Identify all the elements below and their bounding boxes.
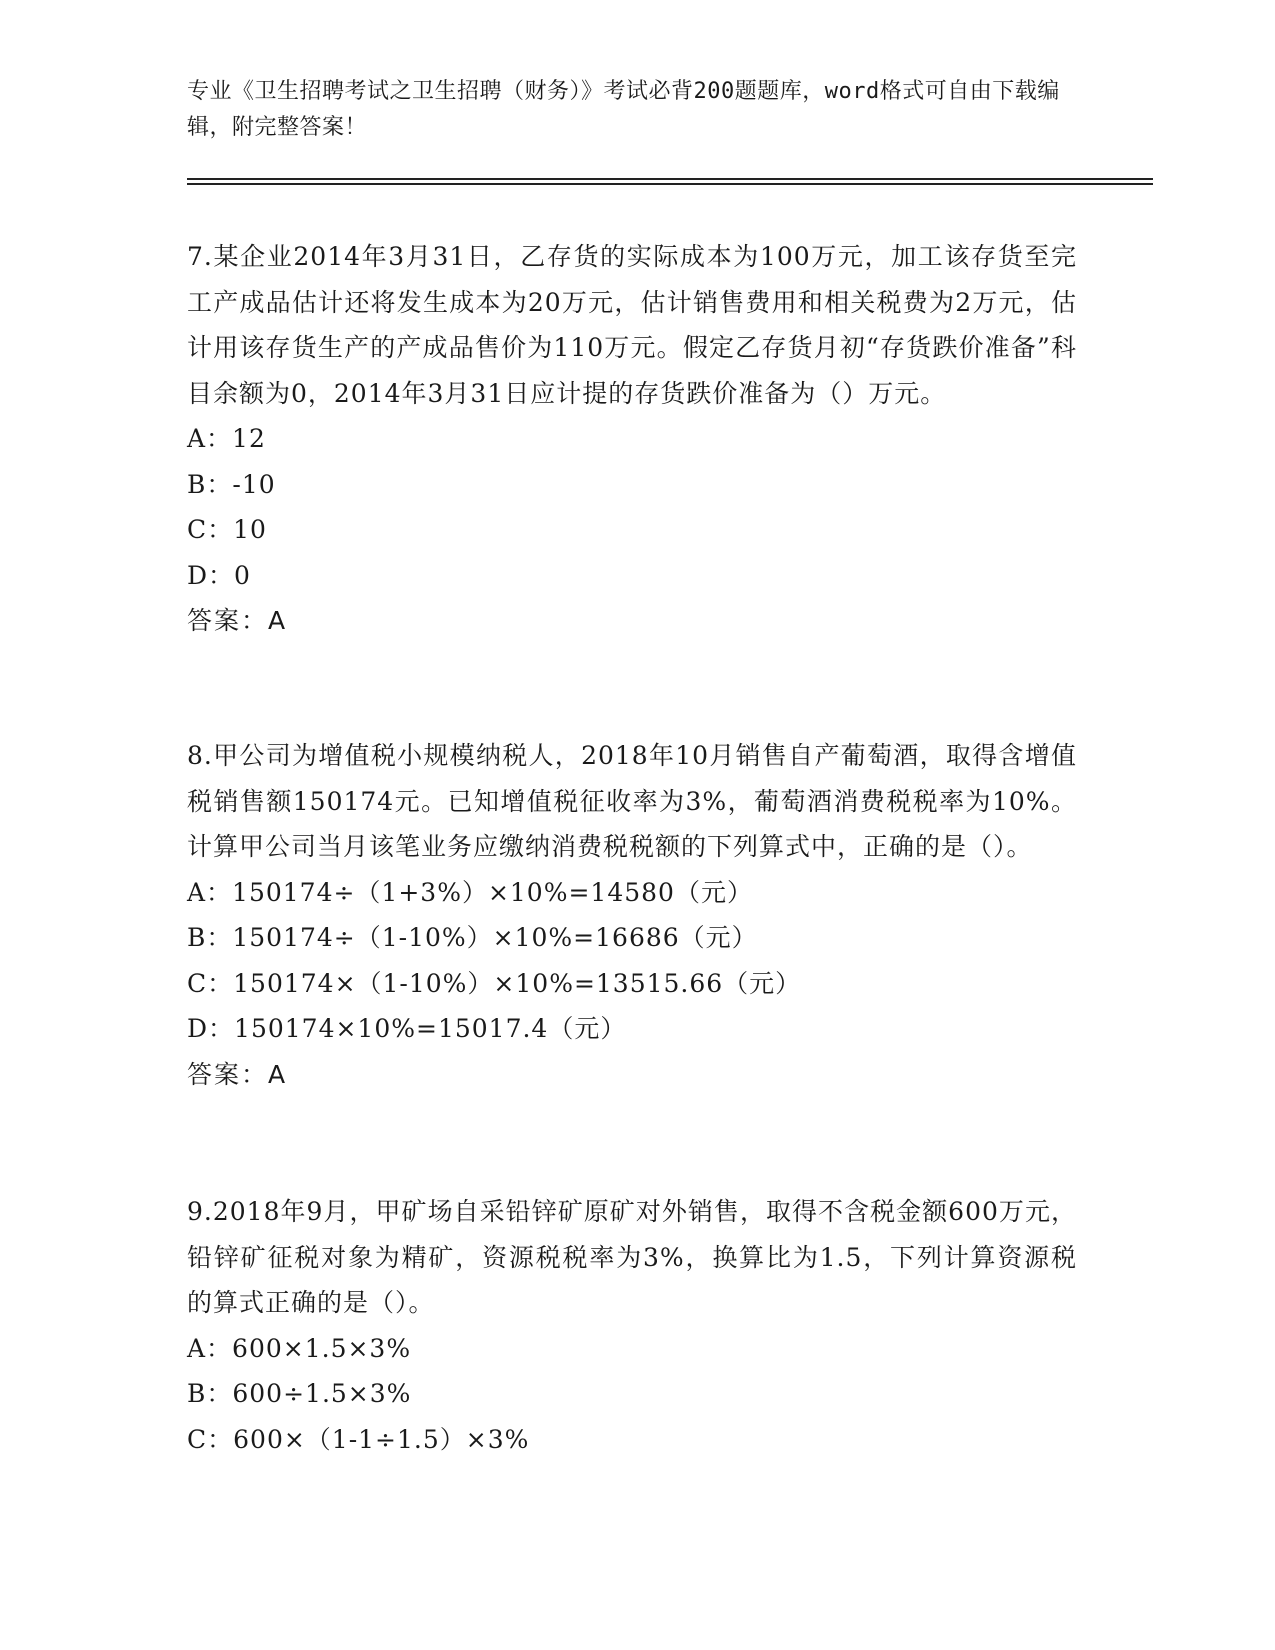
option-b: B：-10 [187,469,276,499]
option-a: A：600×1.5×3% [187,1333,412,1363]
header-divider-bottom [187,183,1153,185]
answer-line: 答案：A [187,606,288,635]
question-stem: 9.2018年9月，甲矿场自采铅锌矿原矿对外销售，取得不含税金额600万元，铅锌矿征税对象为精矿，资源税税率为3%，换算比为1.5，下列计算资源税的算式正确的是（）。 [187,1197,1077,1317]
option-c: C：600×（1-1÷1.5）×3% [187,1424,530,1454]
option-b: B：150174÷（1-10%）×10%=16686（元） [187,923,758,952]
option-a: A：12 [187,424,266,453]
question-8 [187,733,1077,1097]
header-divider-top [187,178,1153,180]
option-d: D：0 [187,560,251,590]
document-header: 专业《卫生招聘考试之卫生招聘（财务）》考试必背200题题库，word格式可自由下载编辑，附完整答案！ [187,79,1060,140]
option-a: A：150174÷（1+3%）×10%=14580（元） [187,877,753,907]
question-7 [187,234,1077,644]
question-9 [187,1189,1077,1462]
option-c: C：150174×（1-10%）×10%=13515.66（元） [187,968,802,998]
answer-line: 答案：A [187,1059,288,1089]
question-stem: 8.甲公司为增值税小规模纳税人，2018年10月销售自产葡萄酒，取得含增值税销售额150174元。已知增值税征收率为3%，葡萄酒消费税税率为10%。计算甲公司当月该笔业务应缴纳消费税税额的下列算式中，正确的是（）。 [187,741,1077,861]
question-stem: 7.某企业2014年3月31日，乙存货的实际成本为100万元，加工该存货至完工产成品估计还将发生成本为20万元，估计销售费用和相关税费为2万元，估计用该存货生产的产成品售价为110万元。假定乙存货月初“存货跌价准备”科目余额为0，2014年3月31日应计提的存货跌价准备为（）万元。 [187,242,1077,408]
option-d: D：150174×10%=15017.4（元） [187,1014,627,1043]
option-b: B：600÷1.5×3% [187,1379,412,1408]
option-c: C：10 [187,515,267,544]
